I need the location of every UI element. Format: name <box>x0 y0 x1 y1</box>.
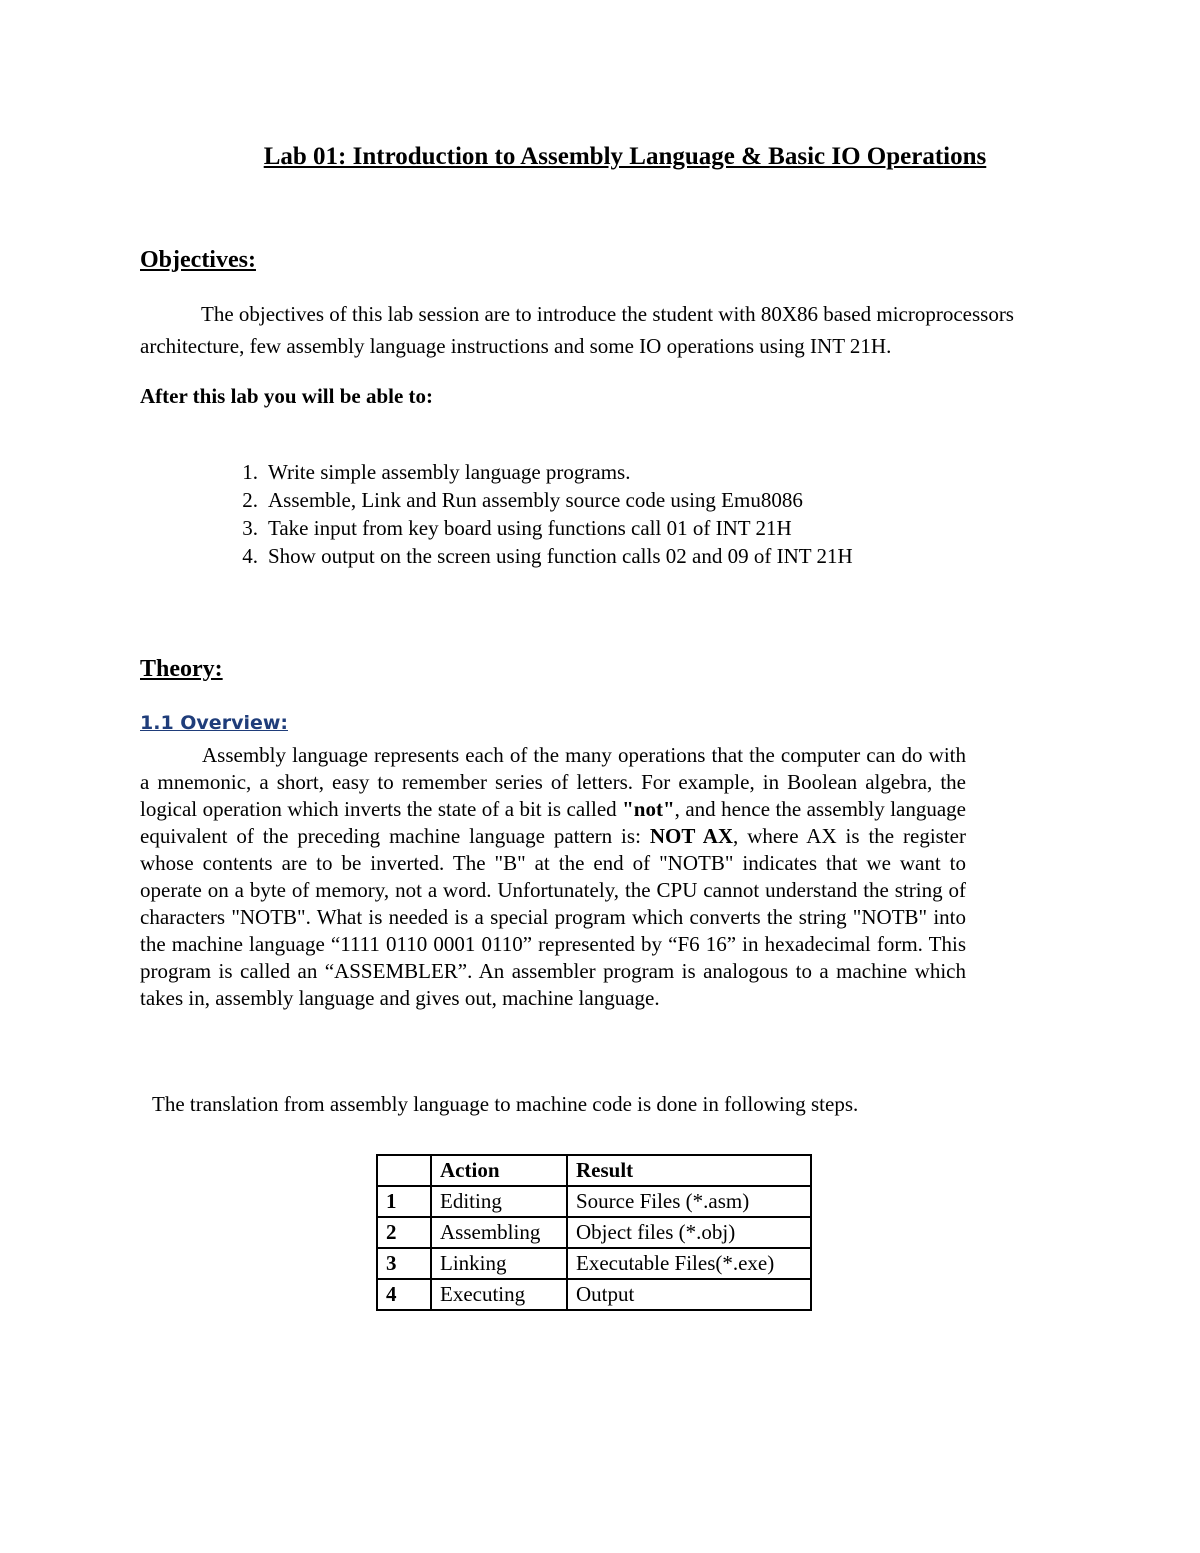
table-header-cell: Result <box>567 1155 811 1186</box>
list-item: 1. Write simple assembly language programs. <box>242 460 631 484</box>
list-item: 4. Show output on the screen using function calls 02 and 09 of INT 21H <box>242 544 853 568</box>
table-row <box>377 1248 811 1279</box>
step-action: Executing <box>431 1279 567 1310</box>
table-row <box>377 1186 811 1217</box>
step-action: Linking <box>431 1248 567 1279</box>
theory-heading: Theory: <box>140 656 223 682</box>
list-item: 3. Take input from key board using functions call 01 of INT 21H <box>242 516 792 540</box>
objectives-line-1: The objectives of this lab session are to introduce the student with 80X86 based microprocessors <box>201 302 1014 326</box>
step-number: 4 <box>377 1279 431 1310</box>
objectives-heading: Objectives: <box>140 247 256 273</box>
document-title: Lab 01: Introduction to Assembly Language & Basic IO Operations <box>263 143 987 170</box>
step-number: 2 <box>377 1217 431 1248</box>
list-item: 2. Assemble, Link and Run assembly source code using Emu8086 <box>242 488 803 512</box>
table-row <box>377 1217 811 1248</box>
table-header-cell: Action <box>431 1155 567 1186</box>
translation-intro: The translation from assembly language to machine code is done in following steps. <box>152 1092 859 1116</box>
step-result: Object files (*.obj) <box>567 1217 811 1248</box>
step-action: Assembling <box>431 1217 567 1248</box>
table-header-cell <box>377 1155 431 1186</box>
objectives-line-2: architecture, few assembly language instructions and some IO operations using INT 21H. <box>140 334 892 358</box>
outcomes-list <box>216 458 853 570</box>
step-result: Executable Files(*.exe) <box>567 1248 811 1279</box>
table-header-row <box>377 1155 811 1186</box>
step-result: Output <box>567 1279 811 1310</box>
step-number: 1 <box>377 1186 431 1217</box>
translation-steps-table <box>376 1154 812 1311</box>
table-row <box>377 1279 811 1310</box>
step-action: Editing <box>431 1186 567 1217</box>
overview-heading: 1.1 Overview: <box>140 712 289 734</box>
step-result: Source Files (*.asm) <box>567 1186 811 1217</box>
after-lab-heading: After this lab you will be able to: <box>140 384 434 408</box>
step-number: 3 <box>377 1248 431 1279</box>
overview-paragraph: Assembly language represents each of the many operations that the computer can do with a mnemonic, a short, easy to remember series of letters. For example, in Boolean algebra, the logical operation which inverts the state of a bit is called "not", and hence the assembly language equivalent of the preceding machine language pattern is: NOT AX, where AX is the register whose contents are to be inverted. The "B" at the end of "NOTB" indicates that we want to operate on a byte of memory, not a word. Unfortunately, the CPU cannot understand the string of characters "NOTB". What is needed is a special program which converts the string "NOTB" into the machine language “1111 0110 0001 0110” represented by “F6 16” in hexadecimal form. This program is called an “ASSEMBLER”. An assembler program is analogous to a machine which takes in, assembly language and gives out, machine language. <box>140 743 967 1010</box>
